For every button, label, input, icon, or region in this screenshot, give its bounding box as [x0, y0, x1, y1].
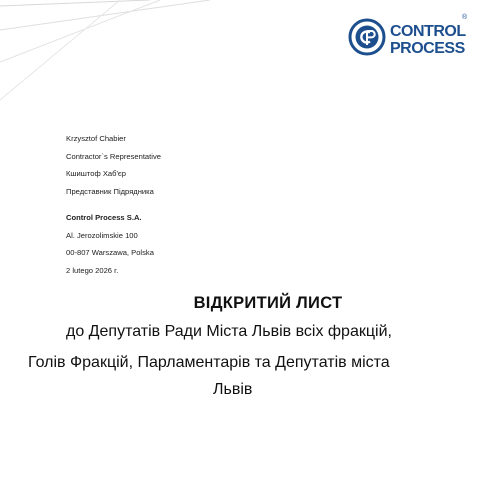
decorative-corner-lines [0, 0, 220, 110]
letter-subtitle-line-3: Львів [213, 381, 253, 398]
cp-emblem-icon [348, 18, 386, 56]
letter-heading: ВІДКРИТИЙ ЛИСТ [193, 294, 343, 312]
sender-name-latin: Krzysztof Chabier [66, 134, 126, 143]
company-city: 00-807 Warszawa, Polska [66, 248, 154, 258]
company-address-block [66, 209, 154, 279]
logo-word-process: PROCESS [390, 40, 465, 57]
letter-subtitle-line-2: Голів Фракцій, Парламентарів та Депутатів міста [28, 354, 390, 371]
company-name: Control Process S.A. [66, 213, 142, 222]
letter-subtitle-line-1: до Депутатів Ради Міста Львів всіх фракцій, [66, 323, 392, 340]
registered-mark: ® [462, 14, 468, 21]
letter-date: 2 lutego 2026 r. [66, 265, 119, 275]
sender-role-cyrillic: Представник Підрядника [66, 186, 154, 196]
sender-role-latin: Contractor`s Representative [66, 151, 161, 161]
company-street: Al. Jerozolimskie 100 [66, 230, 138, 240]
logo-word-control: CONTROL [390, 23, 466, 40]
sender-name-cyrillic: Кшиштоф Хаб'єр [66, 169, 127, 179]
sender-block [66, 130, 161, 200]
company-logo [348, 14, 470, 60]
